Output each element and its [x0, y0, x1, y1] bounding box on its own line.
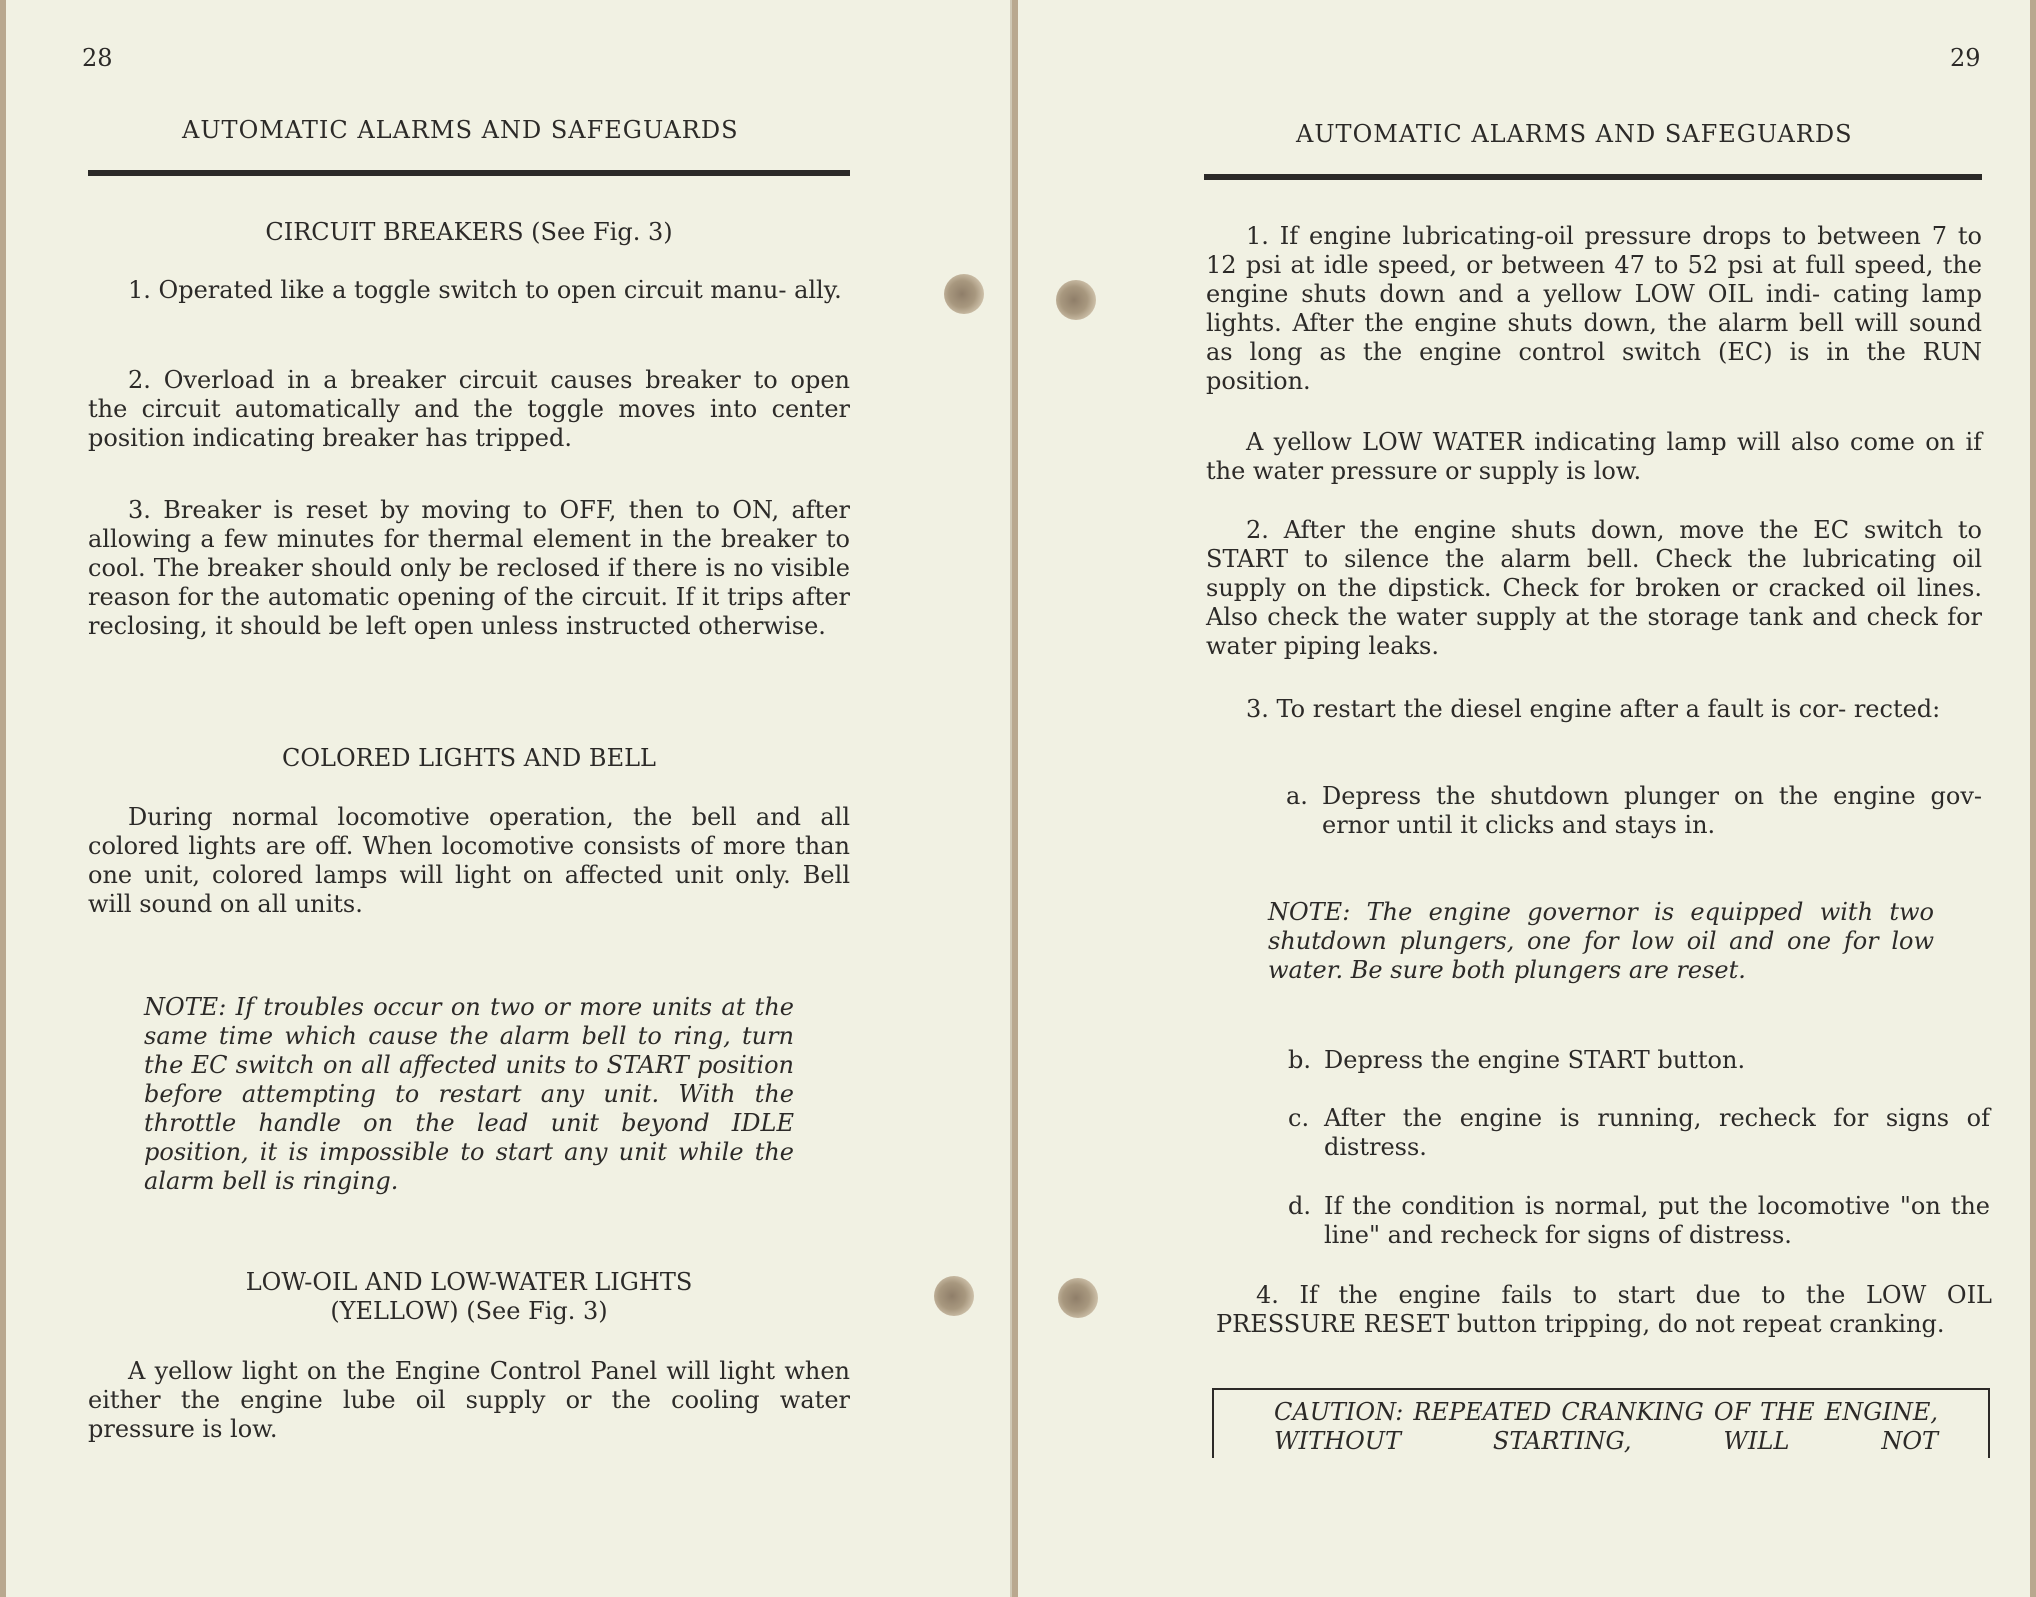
colored-lights-note: NOTE: If troubles occur on two or more units at the same time which cause the alarm bell to ring, turn the EC switch on all affected units to START position before attempting to restart any unit. With the throttle handle on the lead unit beyond IDLE position, it is impossible to start any unit while the alarm bell is ringing.: [144, 993, 794, 1195]
page-number: 29: [1950, 44, 1981, 72]
step-label: b.: [1288, 1046, 1311, 1074]
binder-hole: [1058, 1278, 1098, 1318]
header-rule: [1204, 174, 1982, 180]
step-label: d.: [1288, 1192, 1311, 1220]
step-text: If the condition is normal, put the locomotive "on the line" and recheck for signs of distress.: [1324, 1192, 1990, 1249]
binder-hole: [944, 274, 984, 314]
running-head: AUTOMATIC ALARMS AND SAFEGUARDS: [1296, 120, 1853, 148]
step-b: [1288, 1046, 1984, 1075]
caution-box: CAUTION: REPEATED CRANKING OF THE ENGINE, WITHOUT STARTING, WILL NOT: [1212, 1388, 1990, 1458]
circuit-breakers-paragraph-1: 1. Operated like a toggle switch to open circuit manu- ally.: [128, 276, 842, 304]
section-heading-low-oil-line-1: LOW-OIL AND LOW-WATER LIGHTS: [245, 1268, 693, 1296]
low-water-paragraph: A yellow LOW WATER indicating lamp will also come on if the water pressure or supply is low.: [1206, 428, 1982, 485]
running-head: AUTOMATIC ALARMS AND SAFEGUARDS: [182, 116, 739, 144]
binder-hole: [934, 1276, 974, 1316]
step-label: a.: [1286, 782, 1308, 810]
restart-paragraph-2: 2. After the engine shuts down, move the EC switch to START to silence the alarm bell. Check the lubricating oil supply on the dipstick. Check for broken or cracked oil lines. Also check the water supply at the storage tank and check for water piping leaks.: [1206, 516, 1982, 660]
circuit-breakers-paragraph-2: 2. Overload in a breaker circuit causes breaker to open the circuit automatically and the toggle moves into center position indicating breaker has tripped.: [88, 366, 850, 452]
step-text: Depress the engine START button.: [1324, 1046, 1746, 1074]
right-page: [1018, 0, 2030, 1597]
low-oil-paragraph: A yellow light on the Engine Control Panel will light when either the engine lube oil supply or the cooling water pressure is low.: [88, 1357, 850, 1443]
step-a: [1286, 782, 1982, 840]
section-heading-colored-lights: COLORED LIGHTS AND BELL: [282, 744, 656, 772]
page-number: 28: [82, 44, 113, 72]
step-label: c.: [1288, 1104, 1310, 1132]
section-heading-circuit-breakers: CIRCUIT BREAKERS (See Fig. 3): [265, 218, 673, 246]
binder-hole: [1056, 280, 1096, 320]
colored-lights-paragraph: During normal locomotive operation, the bell and all colored lights are off. When locomotive consists of more than one unit, colored lamps will light on affected unit only. Bell will sound on all units.: [88, 803, 850, 918]
step-text: Depress the shutdown plunger on the engine gov- ernor until it clicks and stays in.: [1322, 782, 1982, 839]
left-page: [6, 0, 1012, 1597]
section-heading-low-oil-line-2: (YELLOW) (See Fig. 3): [330, 1297, 608, 1325]
step-c: [1288, 1104, 1990, 1162]
step-d: [1288, 1192, 1990, 1250]
circuit-breakers-paragraph-3: 3. Breaker is reset by moving to OFF, then to ON, after allowing a few minutes for thermal element in the breaker to cool. The breaker should only be reclosed if there is no visible reason for the automatic opening of the circuit. If it trips after reclosing, it should be left open unless instructed otherwise.: [88, 496, 850, 640]
restart-paragraph-3: 3. To restart the diesel engine after a fault is cor- rected:: [1246, 695, 1941, 723]
restart-paragraph-4: 4. If the engine fails to start due to the LOW OIL PRESSURE RESET button tripping, do not repeat cranking.: [1216, 1281, 1992, 1338]
restart-paragraph-1: 1. If engine lubricating-oil pressure drops to between 7 to 12 psi at idle speed, or between 47 to 52 psi at full speed, the engine shuts down and a yellow LOW OIL indi- cating lamp lights. After the engine shuts down, the alarm bell will sound as long as the engine control switch (EC) is in the RUN position.: [1206, 222, 1982, 395]
step-text: After the engine is running, recheck for signs of distress.: [1324, 1104, 1990, 1161]
header-rule: [88, 170, 850, 176]
governor-note: NOTE: The engine governor is equipped with two shutdown plungers, one for low oil and one for low water. Be sure both plungers are reset.: [1268, 898, 1934, 984]
